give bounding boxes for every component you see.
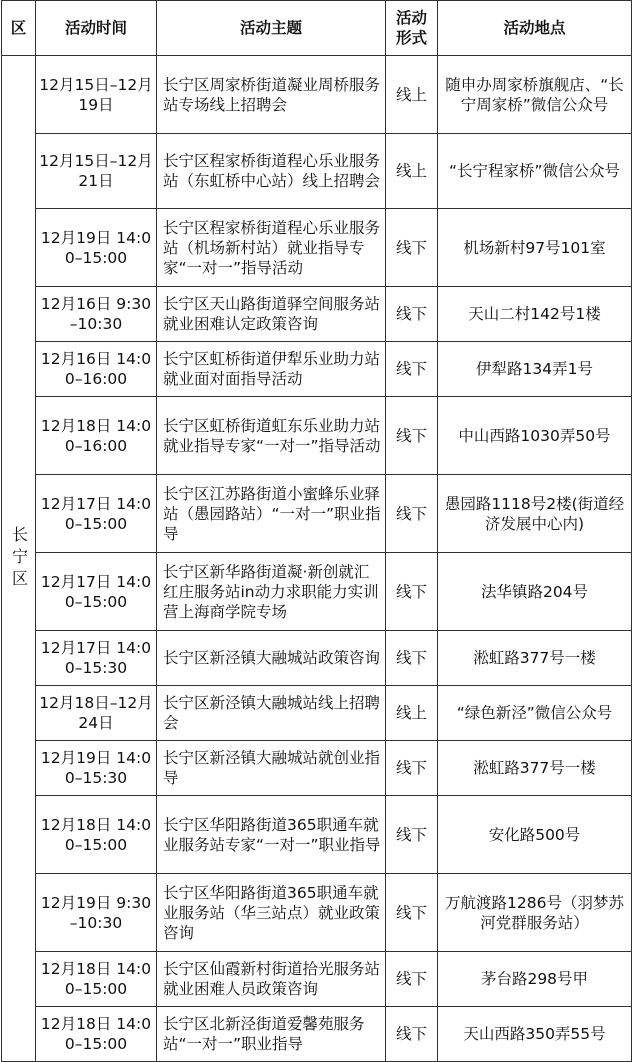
table-body xyxy=(2,56,632,1062)
place-cell: 法华镇路204号 xyxy=(438,553,632,631)
place-cell: 天山二村142号1楼 xyxy=(438,287,632,342)
place-cell: 万航渡路1286号（羽梦苏河党群服务站） xyxy=(438,874,632,952)
place-cell: 茅台路298号甲 xyxy=(438,952,632,1007)
form-cell: 线上 xyxy=(386,56,438,134)
topic-cell: 长宁区新泾镇大融城站就创业指导 xyxy=(157,741,386,796)
place-cell: 天山西路350弄55号 xyxy=(438,1007,632,1062)
table-row xyxy=(2,342,632,397)
time-cell: 12月18日 14:00–16:00 xyxy=(36,397,157,475)
place-cell: 伊犁路134弄1号 xyxy=(438,342,632,397)
form-cell: 线下 xyxy=(386,553,438,631)
table-row xyxy=(2,796,632,874)
form-cell: 线下 xyxy=(386,397,438,475)
place-cell: 淞虹路377号一楼 xyxy=(438,631,632,686)
topic-cell: 长宁区仙霞新村街道拾光服务站就业困难人员政策咨询 xyxy=(157,952,386,1007)
header-form: 活动形式 xyxy=(386,1,438,56)
form-cell: 线下 xyxy=(386,631,438,686)
activity-table xyxy=(1,0,632,1062)
topic-cell: 长宁区新华路街道凝·新创就汇红庄服务站in动力求职能力实训营上海商学院专场 xyxy=(157,553,386,631)
time-cell: 12月16日 9:30–10:30 xyxy=(36,287,157,342)
place-cell: 愚园路1118号2楼(街道经济发展中心内) xyxy=(438,475,632,553)
place-cell: 淞虹路377号一楼 xyxy=(438,741,632,796)
time-cell: 12月19日 14:00–15:00 xyxy=(36,209,157,287)
header-time: 活动时间 xyxy=(36,1,157,56)
place-cell: 机场新村97号101室 xyxy=(438,209,632,287)
topic-cell: 长宁区虹桥街道伊犁乐业助力站就业面对面指导活动 xyxy=(157,342,386,397)
topic-cell: 长宁区新泾镇大融城站线上招聘会 xyxy=(157,686,386,741)
topic-cell: 长宁区周家桥街道凝业周桥服务站专场线上招聘会 xyxy=(157,56,386,134)
time-cell: 12月16日 14:00–16:00 xyxy=(36,342,157,397)
district-cell: 长宁区 xyxy=(2,56,36,1062)
table-row xyxy=(2,475,632,553)
time-cell: 12月19日 14:00–15:30 xyxy=(36,741,157,796)
table-row xyxy=(2,553,632,631)
form-cell: 线上 xyxy=(386,686,438,741)
topic-cell: 长宁区华阳路街道365职通车就业服务站（华三站点）就业政策咨询 xyxy=(157,874,386,952)
topic-cell: 长宁区程家桥街道程心乐业服务站（机场新村站）就业指导专家“一对一”指导活动 xyxy=(157,209,386,287)
form-cell: 线下 xyxy=(386,741,438,796)
table-row xyxy=(2,287,632,342)
table-row xyxy=(2,397,632,475)
topic-cell: 长宁区华阳路街道365职通车就业服务站专家“一对一”职业指导 xyxy=(157,796,386,874)
table-row xyxy=(2,874,632,952)
form-cell: 线下 xyxy=(386,952,438,1007)
time-cell: 12月18日 14:00–15:00 xyxy=(36,796,157,874)
form-cell: 线下 xyxy=(386,209,438,287)
form-cell: 线上 xyxy=(386,134,438,209)
table-row xyxy=(2,209,632,287)
time-cell: 12月17日 14:00–15:00 xyxy=(36,553,157,631)
form-cell: 线下 xyxy=(386,1007,438,1062)
topic-cell: 长宁区新泾镇大融城站政策咨询 xyxy=(157,631,386,686)
header-district: 区 xyxy=(2,1,36,56)
time-cell: 12月18日–12月24日 xyxy=(36,686,157,741)
header-place: 活动地点 xyxy=(438,1,632,56)
place-cell: “绿色新泾”微信公众号 xyxy=(438,686,632,741)
topic-cell: 长宁区虹桥街道虹东乐业助力站就业指导专家“一对一”指导活动 xyxy=(157,397,386,475)
place-cell: 随申办周家桥旗舰店、“长宁周家桥”微信公众号 xyxy=(438,56,632,134)
topic-cell: 长宁区北新泾街道爱馨苑服务站“一对一”职业指导 xyxy=(157,1007,386,1062)
table-row xyxy=(2,686,632,741)
place-cell: 中山西路1030弄50号 xyxy=(438,397,632,475)
place-cell: “长宁程家桥”微信公众号 xyxy=(438,134,632,209)
time-cell: 12月15日–12月19日 xyxy=(36,56,157,134)
topic-cell: 长宁区江苏路街道小蜜蜂乐业驿站（愚园路站）“一对一”职业指导 xyxy=(157,475,386,553)
table-row xyxy=(2,952,632,1007)
table-row xyxy=(2,134,632,209)
header-row xyxy=(2,1,632,56)
time-cell: 12月15日–12月21日 xyxy=(36,134,157,209)
table-row xyxy=(2,631,632,686)
form-cell: 线下 xyxy=(386,796,438,874)
time-cell: 12月19日 9:30–10:30 xyxy=(36,874,157,952)
form-cell: 线下 xyxy=(386,475,438,553)
form-cell: 线下 xyxy=(386,342,438,397)
topic-cell: 长宁区程家桥街道程心乐业服务站（东虹桥中心站）线上招聘会 xyxy=(157,134,386,209)
table-row xyxy=(2,56,632,134)
time-cell: 12月18日 14:00–15:00 xyxy=(36,952,157,1007)
time-cell: 12月17日 14:00–15:30 xyxy=(36,631,157,686)
table-row xyxy=(2,741,632,796)
form-cell: 线下 xyxy=(386,287,438,342)
topic-cell: 长宁区天山路街道驿空间服务站就业困难认定政策咨询 xyxy=(157,287,386,342)
header-topic: 活动主题 xyxy=(157,1,386,56)
time-cell: 12月18日 14:00–15:00 xyxy=(36,1007,157,1062)
table-row xyxy=(2,1007,632,1062)
place-cell: 安化路500号 xyxy=(438,796,632,874)
form-cell: 线下 xyxy=(386,874,438,952)
time-cell: 12月17日 14:00–15:00 xyxy=(36,475,157,553)
